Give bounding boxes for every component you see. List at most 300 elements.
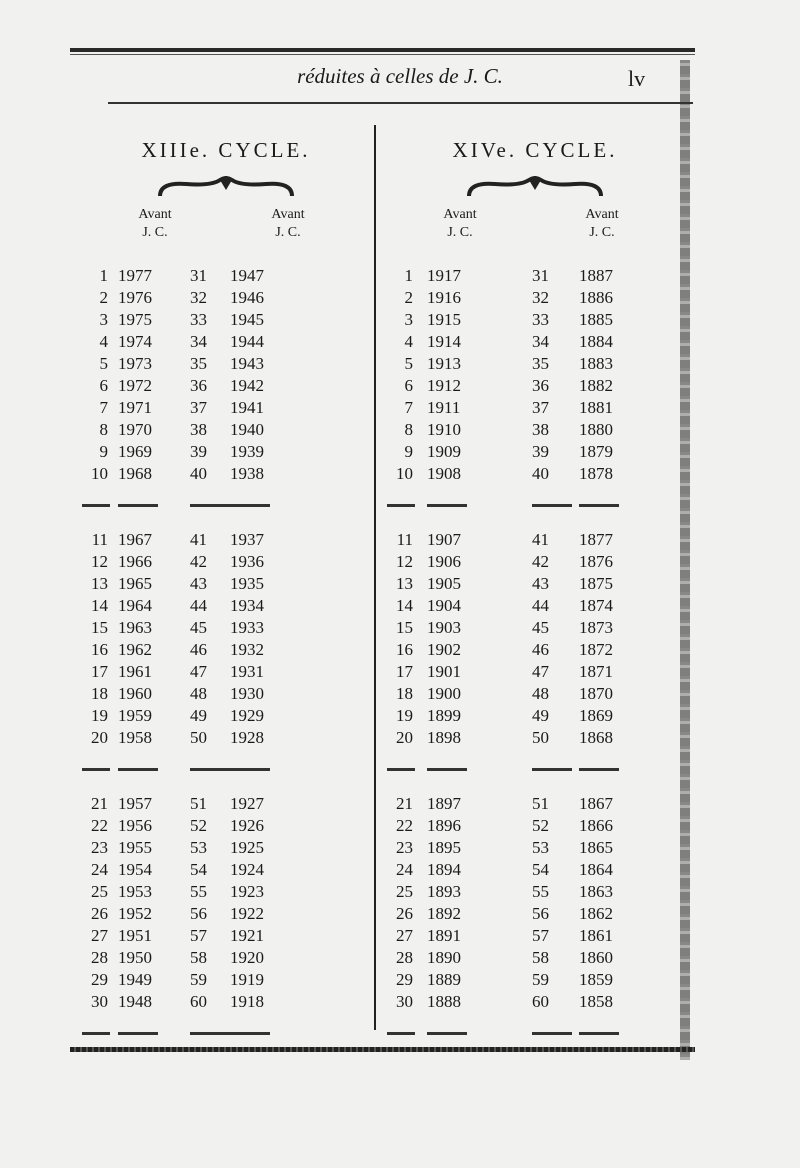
cycle-year-number: 45 (532, 618, 549, 637)
year-before-christ: 1964 (118, 596, 152, 615)
table-row (385, 376, 685, 398)
year-before-christ: 1905 (427, 574, 461, 593)
cycle-year-number: 46 (190, 640, 207, 659)
cycle-year-number: 25 (91, 882, 108, 901)
year-before-christ: 1911 (427, 398, 461, 417)
year-before-christ: 1949 (118, 970, 152, 989)
cycle-year-number: 32 (190, 288, 207, 307)
cycle-year-number: 12 (396, 552, 413, 571)
table-row (80, 992, 372, 1014)
cycle-year-number: 46 (532, 640, 549, 659)
year-before-christ: 1880 (579, 420, 613, 439)
separator-dash (427, 768, 467, 771)
table-row (80, 266, 372, 288)
page-number: lv (628, 66, 646, 91)
cycle-year-number: 60 (532, 992, 549, 1011)
cycle-year-number: 37 (532, 398, 549, 417)
cycle-year-number: 36 (190, 376, 207, 395)
group-separator (385, 750, 685, 794)
cycle-year-number: 41 (190, 530, 207, 549)
cycle-year-number: 9 (99, 442, 108, 461)
separator-dash (82, 1032, 110, 1035)
year-before-christ: 1947 (230, 266, 264, 285)
year-before-christ: 1919 (230, 970, 264, 989)
cycle-year-number: 49 (190, 706, 207, 725)
cycle-year-number: 43 (190, 574, 207, 593)
cycle-year-number: 11 (396, 530, 413, 549)
cycle-year-number: 25 (396, 882, 413, 901)
cycle-year-number: 3 (99, 310, 108, 329)
table-row (80, 684, 372, 706)
year-before-christ: 1972 (118, 376, 152, 395)
cycle-year-number: 14 (91, 596, 108, 615)
cycle-year-number: 1 (404, 266, 413, 285)
year-before-christ: 1946 (230, 288, 264, 307)
header-rule (108, 102, 693, 104)
year-before-christ: 1867 (579, 794, 613, 813)
year-before-christ: 1863 (579, 882, 613, 901)
cycle-year-number: 48 (532, 684, 549, 703)
cycle-year-number: 52 (190, 816, 207, 835)
year-before-christ: 1876 (579, 552, 613, 571)
year-before-christ: 1936 (230, 552, 264, 571)
cycle-year-number: 14 (396, 596, 413, 615)
year-before-christ: 1957 (118, 794, 152, 813)
year-before-christ: 1961 (118, 662, 152, 681)
table-row (385, 596, 685, 618)
year-before-christ: 1864 (579, 860, 613, 879)
year-before-christ: 1940 (230, 420, 264, 439)
year-before-christ: 1963 (118, 618, 152, 637)
cycle-year-number: 10 (91, 464, 108, 483)
cycle-year-number: 57 (532, 926, 549, 945)
cycle-year-number: 16 (396, 640, 413, 659)
separator-dash (387, 1032, 415, 1035)
cycle-year-number: 15 (396, 618, 413, 637)
year-before-christ: 1925 (230, 838, 264, 857)
year-before-christ: 1913 (427, 354, 461, 373)
year-before-christ: 1937 (230, 530, 264, 549)
year-before-christ: 1870 (579, 684, 613, 703)
year-before-christ: 1892 (427, 904, 461, 923)
year-before-christ: 1901 (427, 662, 461, 681)
table-row (80, 948, 372, 970)
table-row (80, 354, 372, 376)
table-row (385, 684, 685, 706)
group-separator (385, 486, 685, 530)
ornament-icon (465, 176, 605, 198)
year-before-christ: 1955 (118, 838, 152, 857)
year-before-christ: 1916 (427, 288, 461, 307)
cycle-year-number: 59 (532, 970, 549, 989)
table-row (385, 948, 685, 970)
cycle-year-number: 6 (404, 376, 413, 395)
year-before-christ: 1974 (118, 332, 152, 351)
separator-dash (532, 1032, 572, 1035)
year-before-christ: 1958 (118, 728, 152, 747)
year-before-christ: 1921 (230, 926, 264, 945)
year-before-christ: 1902 (427, 640, 461, 659)
year-before-christ: 1976 (118, 288, 152, 307)
separator-dash (190, 768, 230, 771)
cycle-year-number: 51 (532, 794, 549, 813)
year-before-christ: 1858 (579, 992, 613, 1011)
table-row (385, 332, 685, 354)
table-row (80, 464, 372, 486)
year-before-christ: 1878 (579, 464, 613, 483)
year-before-christ: 1952 (118, 904, 152, 923)
year-before-christ: 1920 (230, 948, 264, 967)
year-before-christ: 1975 (118, 310, 152, 329)
cycle-year-number: 56 (532, 904, 549, 923)
table-row (385, 816, 685, 838)
cycle-year-number: 33 (190, 310, 207, 329)
separator-dash (532, 768, 572, 771)
year-before-christ: 1897 (427, 794, 461, 813)
cycle-year-number: 19 (396, 706, 413, 725)
group-separator (80, 750, 372, 794)
year-before-christ: 1927 (230, 794, 264, 813)
cycle-year-number: 30 (396, 992, 413, 1011)
separator-dash (532, 504, 572, 507)
year-before-christ: 1931 (230, 662, 264, 681)
year-before-christ: 1960 (118, 684, 152, 703)
separator-dash (190, 504, 230, 507)
table-row (80, 860, 372, 882)
cycle-year-number: 55 (532, 882, 549, 901)
table-row (80, 618, 372, 640)
year-before-christ: 1928 (230, 728, 264, 747)
cycle-year-number: 42 (190, 552, 207, 571)
year-before-christ: 1882 (579, 376, 613, 395)
table-row (385, 552, 685, 574)
table-row (385, 926, 685, 948)
table-row (385, 706, 685, 728)
cycle-year-number: 40 (532, 464, 549, 483)
cycle-year-number: 5 (404, 354, 413, 373)
year-before-christ: 1859 (579, 970, 613, 989)
cycle-year-number: 58 (190, 948, 207, 967)
table-row (80, 332, 372, 354)
year-before-christ: 1895 (427, 838, 461, 857)
year-before-christ: 1942 (230, 376, 264, 395)
year-before-christ: 1903 (427, 618, 461, 637)
year-before-christ: 1869 (579, 706, 613, 725)
separator-dash (230, 768, 270, 771)
table-row (80, 904, 372, 926)
cycle-year-number: 51 (190, 794, 207, 813)
year-before-christ: 1970 (118, 420, 152, 439)
table-row (80, 640, 372, 662)
table-row (385, 838, 685, 860)
cycle-year-number: 21 (396, 794, 413, 813)
table-row (385, 618, 685, 640)
cycle-year-number: 13 (396, 574, 413, 593)
table-row (385, 640, 685, 662)
cycle-year-number: 48 (190, 684, 207, 703)
year-before-christ: 1873 (579, 618, 613, 637)
cycle-year-number: 20 (91, 728, 108, 747)
cycle-year-number: 24 (91, 860, 108, 879)
table-row (80, 574, 372, 596)
separator-dash (230, 1032, 270, 1035)
table-row (80, 442, 372, 464)
year-before-christ: 1886 (579, 288, 613, 307)
column-header-1: Avant J. C. (443, 207, 477, 240)
year-before-christ: 1887 (579, 266, 613, 285)
table-row (80, 662, 372, 684)
cycle-year-number: 2 (99, 288, 108, 307)
cycle-year-number: 7 (404, 398, 413, 417)
cycle-year-number: 10 (396, 464, 413, 483)
year-before-christ: 1968 (118, 464, 152, 483)
separator-dash (387, 768, 415, 771)
year-before-christ: 1909 (427, 442, 461, 461)
cycle-table (80, 266, 372, 1058)
cycle-year-number: 54 (190, 860, 207, 879)
year-before-christ: 1865 (579, 838, 613, 857)
cycle-year-number: 28 (396, 948, 413, 967)
table-row (385, 728, 685, 750)
cycle-year-number: 17 (396, 662, 413, 681)
year-before-christ: 1923 (230, 882, 264, 901)
cycle-year-number: 31 (190, 266, 207, 285)
table-row (80, 706, 372, 728)
cycle-year-number: 39 (190, 442, 207, 461)
year-before-christ: 1977 (118, 266, 152, 285)
table-row (385, 662, 685, 684)
cycle-year-number: 23 (396, 838, 413, 857)
year-before-christ: 1941 (230, 398, 264, 417)
cycle-year-number: 35 (532, 354, 549, 373)
year-before-christ: 1932 (230, 640, 264, 659)
year-before-christ: 1945 (230, 310, 264, 329)
separator-dash (579, 768, 619, 771)
cycle-year-number: 16 (91, 640, 108, 659)
year-before-christ: 1967 (118, 530, 152, 549)
cycle-year-number: 3 (404, 310, 413, 329)
cycle-table (385, 266, 685, 1058)
year-before-christ: 1898 (427, 728, 461, 747)
cycle-year-number: 24 (396, 860, 413, 879)
cycle-year-number: 20 (396, 728, 413, 747)
year-before-christ: 1889 (427, 970, 461, 989)
table-row (80, 816, 372, 838)
cycle-year-number: 23 (91, 838, 108, 857)
separator-dash (579, 1032, 619, 1035)
cycle-year-number: 13 (91, 574, 108, 593)
cycle-year-number: 55 (190, 882, 207, 901)
table-row (80, 398, 372, 420)
table-row (385, 904, 685, 926)
year-before-christ: 1896 (427, 816, 461, 835)
cycle-year-number: 56 (190, 904, 207, 923)
year-before-christ: 1906 (427, 552, 461, 571)
ornament-icon (156, 176, 296, 198)
table-row (385, 398, 685, 420)
running-header: réduites à celles de J. C. (297, 64, 503, 88)
year-before-christ: 1883 (579, 354, 613, 373)
separator-dash (427, 1032, 467, 1035)
separator-dash (118, 768, 158, 771)
cycle-year-number: 18 (91, 684, 108, 703)
cycle-year-number: 47 (190, 662, 207, 681)
year-before-christ: 1929 (230, 706, 264, 725)
table-row (385, 310, 685, 332)
year-before-christ: 1881 (579, 398, 613, 417)
table-row (385, 882, 685, 904)
year-before-christ: 1956 (118, 816, 152, 835)
year-before-christ: 1935 (230, 574, 264, 593)
year-before-christ: 1899 (427, 706, 461, 725)
cycle-year-number: 22 (91, 816, 108, 835)
year-before-christ: 1915 (427, 310, 461, 329)
year-before-christ: 1893 (427, 882, 461, 901)
cycle-year-number: 2 (404, 288, 413, 307)
year-before-christ: 1888 (427, 992, 461, 1011)
year-before-christ: 1918 (230, 992, 264, 1011)
cycle-year-number: 30 (91, 992, 108, 1011)
cycle-year-number: 28 (91, 948, 108, 967)
cycle-year-number: 47 (532, 662, 549, 681)
cycle-title: XIVe. CYCLE. (452, 138, 618, 162)
separator-dash (579, 504, 619, 507)
top-rule-thin (70, 54, 695, 55)
table-row (80, 310, 372, 332)
table-row (385, 464, 685, 486)
year-before-christ: 1877 (579, 530, 613, 549)
cycle-year-number: 19 (91, 706, 108, 725)
table-row (385, 574, 685, 596)
cycle-year-number: 39 (532, 442, 549, 461)
year-before-christ: 1922 (230, 904, 264, 923)
cycle-year-number: 44 (532, 596, 549, 615)
cycle-year-number: 44 (190, 596, 207, 615)
cycle-year-number: 59 (190, 970, 207, 989)
separator-dash (118, 1032, 158, 1035)
table-row (385, 530, 685, 552)
table-row (80, 728, 372, 750)
cycle-year-number: 4 (99, 332, 108, 351)
cycle-year-number: 26 (396, 904, 413, 923)
table-row (385, 992, 685, 1014)
cycle-year-number: 12 (91, 552, 108, 571)
table-row (80, 420, 372, 442)
year-before-christ: 1904 (427, 596, 461, 615)
cycle-year-number: 45 (190, 618, 207, 637)
year-before-christ: 1860 (579, 948, 613, 967)
cycle-year-number: 38 (532, 420, 549, 439)
cycle-year-number: 40 (190, 464, 207, 483)
cycle-year-number: 57 (190, 926, 207, 945)
cycle-title: XIIIe. CYCLE. (141, 138, 311, 162)
year-before-christ: 1951 (118, 926, 152, 945)
year-before-christ: 1861 (579, 926, 613, 945)
table-row (80, 552, 372, 574)
group-separator (80, 486, 372, 530)
table-row (80, 926, 372, 948)
table-row (80, 288, 372, 310)
year-before-christ: 1944 (230, 332, 264, 351)
separator-dash (387, 504, 415, 507)
year-before-christ: 1966 (118, 552, 152, 571)
cycle-year-number: 49 (532, 706, 549, 725)
table-row (80, 596, 372, 618)
cycle-year-number: 8 (404, 420, 413, 439)
table-row (385, 354, 685, 376)
table-row (385, 420, 685, 442)
cycle-year-number: 41 (532, 530, 549, 549)
year-before-christ: 1917 (427, 266, 461, 285)
table-row (385, 970, 685, 992)
cycle-year-number: 50 (532, 728, 549, 747)
table-row (385, 794, 685, 816)
cycle-year-number: 53 (532, 838, 549, 857)
cycle-year-number: 4 (404, 332, 413, 351)
cycle-year-number: 8 (99, 420, 108, 439)
table-row (385, 266, 685, 288)
year-before-christ: 1926 (230, 816, 264, 835)
year-before-christ: 1943 (230, 354, 264, 373)
year-before-christ: 1879 (579, 442, 613, 461)
separator-dash (82, 768, 110, 771)
bottom-rule (70, 1047, 695, 1052)
cycle-year-number: 17 (91, 662, 108, 681)
year-before-christ: 1885 (579, 310, 613, 329)
cycle-year-number: 7 (99, 398, 108, 417)
cycle-year-number: 50 (190, 728, 207, 747)
year-before-christ: 1959 (118, 706, 152, 725)
year-before-christ: 1973 (118, 354, 152, 373)
year-before-christ: 1924 (230, 860, 264, 879)
cycle-year-number: 31 (532, 266, 549, 285)
year-before-christ: 1900 (427, 684, 461, 703)
cycle-year-number: 58 (532, 948, 549, 967)
cycle-year-number: 11 (91, 530, 108, 549)
cycle-year-number: 35 (190, 354, 207, 373)
cycle-year-number: 15 (91, 618, 108, 637)
cycle-year-number: 1 (99, 266, 108, 285)
cycle-year-number: 36 (532, 376, 549, 395)
year-before-christ: 1871 (579, 662, 613, 681)
table-row (80, 794, 372, 816)
year-before-christ: 1890 (427, 948, 461, 967)
cycle-year-number: 29 (91, 970, 108, 989)
cycle-year-number: 32 (532, 288, 549, 307)
year-before-christ: 1939 (230, 442, 264, 461)
year-before-christ: 1953 (118, 882, 152, 901)
cycle-year-number: 43 (532, 574, 549, 593)
year-before-christ: 1874 (579, 596, 613, 615)
table-row (385, 288, 685, 310)
cycle-year-number: 38 (190, 420, 207, 439)
cycle-year-number: 37 (190, 398, 207, 417)
column-divider (374, 125, 376, 1030)
year-before-christ: 1971 (118, 398, 152, 417)
year-before-christ: 1868 (579, 728, 613, 747)
year-before-christ: 1965 (118, 574, 152, 593)
cycle-year-number: 53 (190, 838, 207, 857)
cycle-year-number: 54 (532, 860, 549, 879)
table-row (80, 530, 372, 552)
separator-dash (82, 504, 110, 507)
column-header-2: Avant J. C. (585, 207, 619, 240)
separator-dash (230, 504, 270, 507)
year-before-christ: 1930 (230, 684, 264, 703)
year-before-christ: 1894 (427, 860, 461, 879)
cycle-year-number: 22 (396, 816, 413, 835)
year-before-christ: 1872 (579, 640, 613, 659)
